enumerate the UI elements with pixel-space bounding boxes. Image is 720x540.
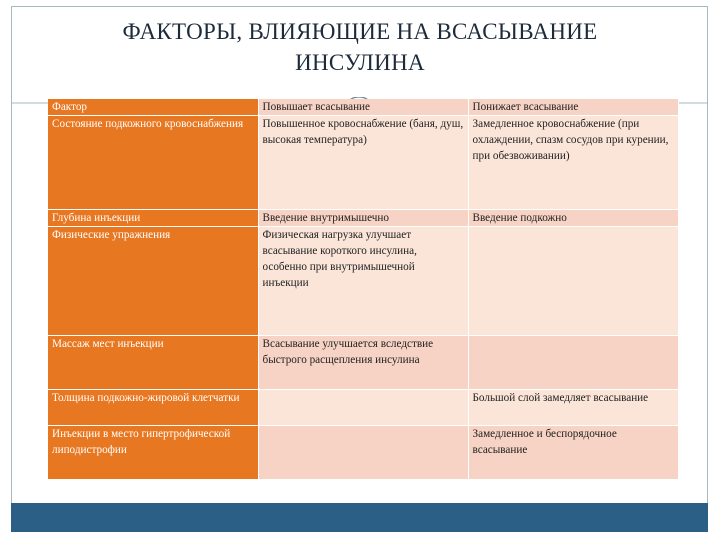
table-row: [48, 336, 678, 390]
cell-factor: Глубина инъекции: [48, 210, 258, 227]
table-header-row: [48, 99, 678, 116]
cell-factor: Толщина подкожно-жировой клетчатки: [48, 390, 258, 426]
footer-bar: [11, 503, 708, 532]
header-increases: Повышает всасывание: [258, 99, 468, 116]
cell-increases: Повышенное кровоснабжение (баня, душ, высокая температура): [258, 116, 468, 210]
table-row: [48, 426, 678, 480]
header-decreases: Понижает всасывание: [468, 99, 678, 116]
cell-decreases: [468, 227, 678, 336]
cell-decreases: Введение подкожно: [468, 210, 678, 227]
cell-factor: Состояние подкожного кровоснабжения: [48, 116, 258, 210]
title-line-2: ИНСУЛИНА: [295, 50, 425, 75]
cell-decreases: [468, 336, 678, 390]
table-row: [48, 390, 678, 426]
cell-decreases: Большой слой замедляет всасывание: [468, 390, 678, 426]
cell-increases: Физическая нагрузка улучшает всасывание короткого инсулина, особенно при внутримышечной инъекции: [258, 227, 468, 336]
cell-factor: Массаж мест инъекции: [48, 336, 258, 390]
insulin-factors-table: [48, 99, 678, 480]
cell-increases: [258, 390, 468, 426]
cell-decreases: Замедленное и беспорядочное всасывание: [468, 426, 678, 480]
cell-factor: Инъекции в место гипертрофической липодистрофии: [48, 426, 258, 480]
cell-increases: Введение внутримышечно: [258, 210, 468, 227]
cell-increases: [258, 426, 468, 480]
table-row: [48, 210, 678, 227]
table-row: [48, 116, 678, 210]
slide-title: [0, 16, 720, 78]
cell-decreases: Замедленное кровоснабжение (при охлаждении, спазм сосудов при курении, при обезвоживании): [468, 116, 678, 210]
cell-increases: Всасывание улучшается вследствие быстрого расщепления инсулина: [258, 336, 468, 390]
title-line-1: ФАКТОРЫ, ВЛИЯЮЩИЕ НА ВСАСЫВАНИЕ: [122, 19, 598, 44]
table-row: [48, 227, 678, 336]
cell-factor: Физические упражнения: [48, 227, 258, 336]
header-factor: Фактор: [48, 99, 258, 116]
